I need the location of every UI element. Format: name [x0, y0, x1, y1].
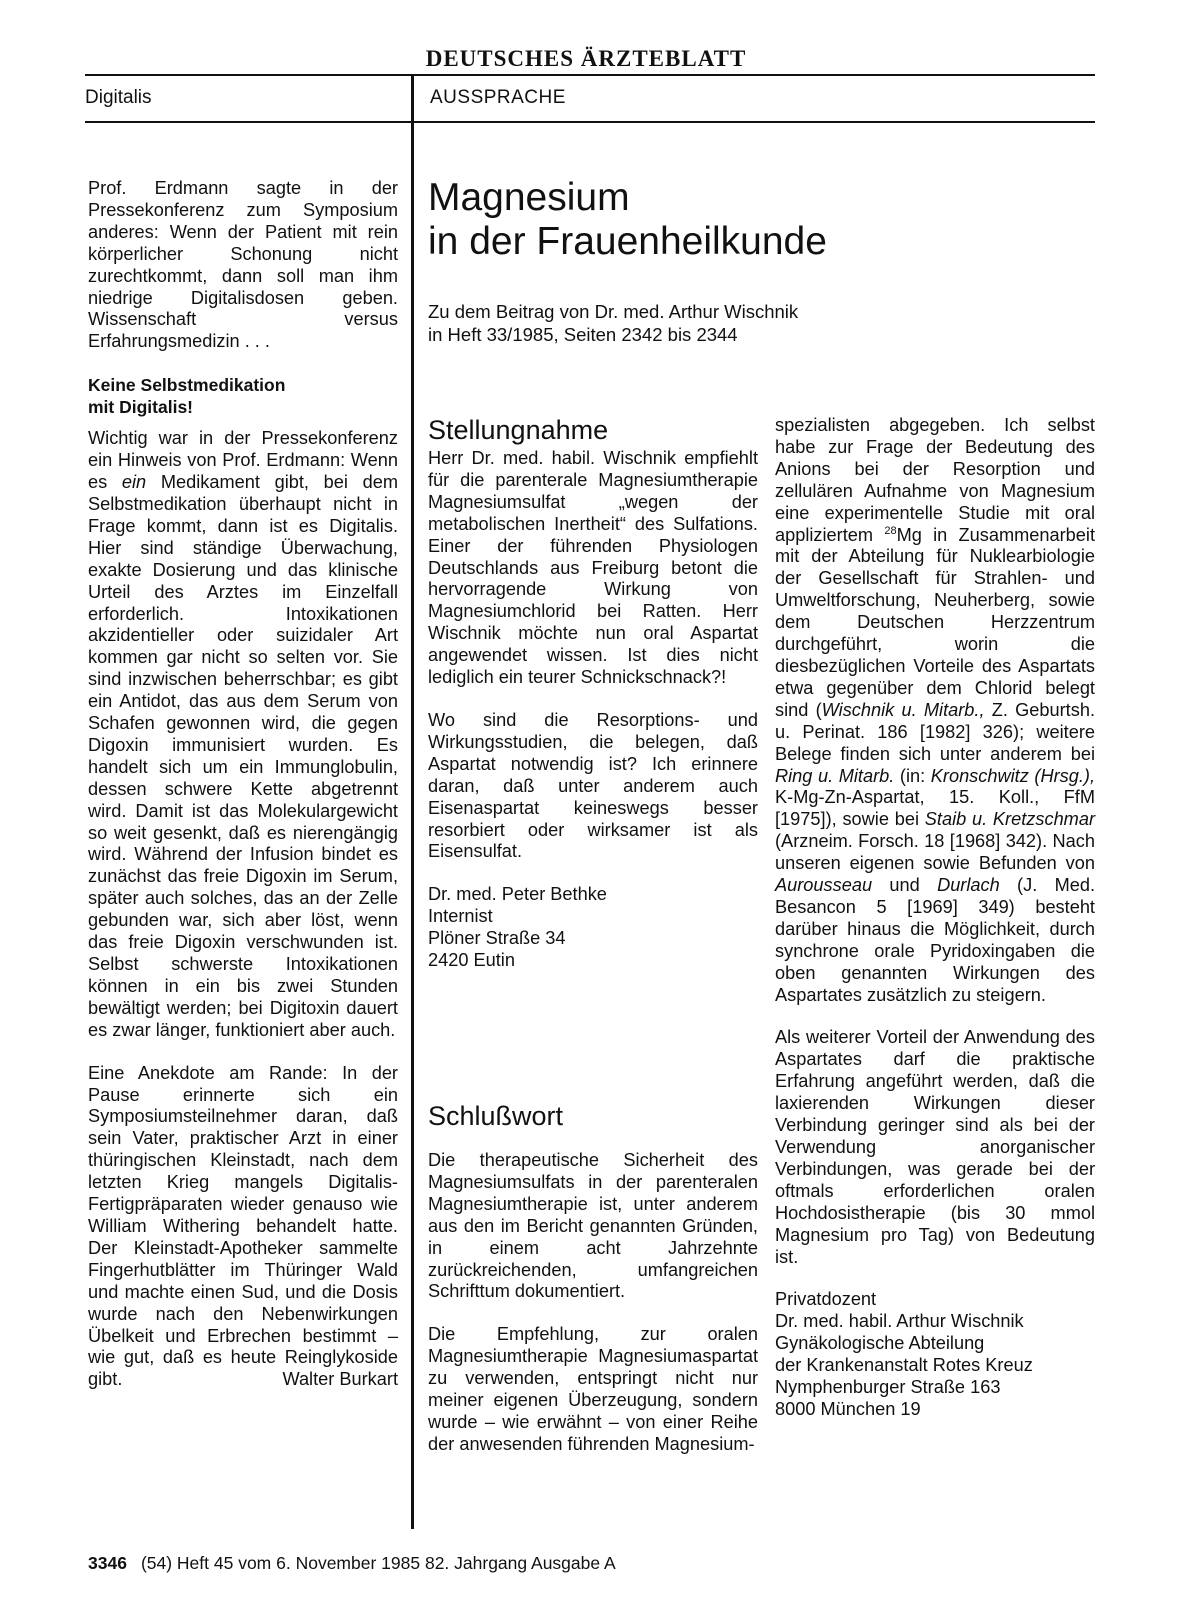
left-paragraph-3 — [88, 1063, 398, 1392]
right-paragraph-2: Als weiterer Vorteil der Anwendung des Aspartates darf die praktische Erfahrung angeführt werden, daß die laxierenden Wirkungen dieser Verbindung geringer sind als bei der Verwendung anorganischer Verbindungen, was gerade bei der oftmals erforderlichen oralen Hochdosistherapie (bis 30 mmol Magnesium pro Tag) von Bedeutung ist. — [775, 1027, 1095, 1267]
sig-line: Plöner Straße 34 — [428, 928, 566, 949]
citation-author: Aurousseau — [775, 875, 873, 896]
subheading-line-1: Keine Selbstmedikation — [88, 375, 286, 396]
wischnik-signature — [775, 1289, 1095, 1420]
sig-line: Gynäkologische Abteilung — [775, 1333, 985, 1354]
sig-line: Dr. med. habil. Arthur Wischnik — [775, 1311, 1024, 1332]
citation-author: Wischnik u. Mitarb., — [821, 699, 985, 720]
citation-author: Kronschwitz (Hrsg.), — [930, 765, 1096, 786]
isotope-superscript: 28 — [884, 524, 897, 537]
text-run: Wichtig war in der Pressekonferenz ein Hinweis von Prof. Erdmann: Wenn es — [88, 428, 398, 493]
title-line-1: Magnesium — [428, 176, 630, 219]
right-paragraph-1 — [775, 415, 1095, 1006]
sig-line: Nymphenburger Straße 163 — [775, 1377, 1001, 1398]
sig-line: Privatdozent — [775, 1289, 877, 1310]
author-name: Walter Burkart — [282, 1369, 398, 1390]
column-divider — [411, 74, 414, 1529]
sig-line: 8000 München 19 — [775, 1398, 921, 1419]
schlusswort-paragraph-1: Die therapeutische Sicherheit des Magnesiumsulfats in der parenteralen Magnesiumtherapie ist, unter anderem aus den im Bericht genannten Gründen, in einem acht Jahrzehnte zurückreichenden, umfangreichen Schrifttum dokumentiert. — [428, 1150, 758, 1302]
text-run: K-Mg-Zn-Aspartat, 15. Koll., FfM [1975]), sowie bei — [775, 787, 1095, 830]
stellungnahme-paragraph-2: Wo sind die Resorptions- und Wirkungsstudien, die belegen, daß Aspartat notwendig ist? Ich erinnere daran, daß unter anderem auch Eisenaspartat keineswegs besser resorbiert oder wirksamer ist als Eisensulfat. — [428, 709, 758, 862]
citation-author: Ring u. Mitarb. — [775, 765, 895, 786]
schlusswort-paragraph-2: Die Empfehlung, zur oralen Magnesiumtherapie Magnesiumaspartat zu verwenden, entspringt nicht nur meiner eigenen Überzeugung, sondern wurde – wie erwähnt – von einer Reihe der anwesenden führenden Magnesium- — [428, 1324, 758, 1454]
sig-line: Internist — [428, 906, 493, 927]
intro-line-1: Zu dem Beitrag von Dr. med. Arthur Wischnik — [428, 301, 799, 322]
section-rule — [85, 121, 1095, 123]
heading-schlusswort: Schlußwort — [428, 1101, 564, 1131]
issue-info: (54) Heft 45 vom 6. November 1985 82. Jahrgang Ausgabe A — [140, 1553, 616, 1573]
title-line-2: in der Frauenheilkunde — [428, 220, 827, 263]
text-run: Z. Geburtsh. u. Perinat. 186 [1982] 326); weitere Belege finden sich unter anderem bei — [775, 699, 1095, 764]
left-paragraph-2 — [88, 428, 398, 1041]
text-run: Eine Anekdote am Rande: In der Pause erinnerte sich ein Symposiumsteilnehmer daran, daß sein Vater, praktischer Arzt in einer thüringischen Kleinstadt, nach dem letzten Krieg mangels Digitalis-Fertigpräparaten wieder genauso wie William Withering behandelt hatte. Der Kleinstadt-Apotheker sammelte Fingerhutblätter im Thüringer Wald und machte einen Sud, und die Dosis wurde nach den Nebenwirkungen Übelkeit und Erbrechen bestimmt – wie gut, daß es heute Reinglykoside gibt. — [88, 1062, 398, 1390]
text-run: (J. Med. Besancon 5 [1969] 349) besteht darüber hinaus die Möglichkeit, durch synchrone orale Pyridoxingaben die oben genannten Wirkungen des Aspartates zusätzlich zu steigern. — [775, 875, 1096, 1005]
citation-author: Durlach — [937, 875, 1000, 896]
article-title — [428, 176, 1088, 264]
stellungnahme-column — [428, 448, 758, 993]
left-column — [88, 178, 398, 1391]
text-run: und — [872, 875, 938, 896]
schlusswort-column — [428, 1150, 758, 1477]
text-run: (Arzneim. Forsch. 18 [1968] 342). Nach unseren eigenen sowie Befunden von — [775, 831, 1095, 874]
section-label-right: AUSSPRACHE — [430, 87, 566, 108]
header-rule — [85, 74, 1095, 76]
sig-line: der Krankenanstalt Rotes Kreuz — [775, 1355, 1033, 1376]
subheading-line-2: mit Digitalis! — [88, 397, 194, 418]
left-paragraph-1: Prof. Erdmann sagte in der Pressekonferenz zum Symposium anderes: Wenn der Patient mit rein körperlicher Schonung nicht zurechtkommt, dann soll man ihm niedrige Digitalisdosen geben. Wissenschaft versus Erfahrungsmedizin . . . — [88, 178, 398, 352]
text-run: Mg in Zusammenarbeit mit der Abteilung für Nuklearbiologie der Gesellschaft für Strahlen- und Umweltforschung, Neuherberg, sowie dem Deutschen Herzzentrum durchgeführt, worin die diesbezüglichen Vorteile des Aspartats etwa gegenüber dem Chlorid belegt sind ( — [775, 524, 1095, 720]
sig-line: 2420 Eutin — [428, 950, 515, 971]
text-run: (in: — [894, 765, 931, 786]
emphasis: ein — [121, 472, 147, 493]
masthead: DEUTSCHES ÄRZTEBLATT — [425, 46, 747, 71]
intro-line-2: in Heft 33/1985, Seiten 2342 bis 2344 — [428, 324, 738, 345]
page-number: 3346 — [88, 1553, 127, 1573]
right-column — [775, 415, 1095, 1442]
heading-stellungnahme: Stellungnahme — [428, 415, 609, 445]
stellungnahme-signature — [428, 884, 758, 972]
text-run: Medikament gibt, bei dem Selbstmedikation überhaupt nicht in Frage kommt, dann ist es Digitalis. Hier sind ständige Überwachung, exakte Dosierung und das klinische Urteil des Arztes im Einzelfall erforderlich. Intoxikationen akzidentieller oder suizidaler Art kommen gar nicht so selten vor. Sie sind inzwischen beherrschbar; es gibt ein Antidot, das aus dem Serum von Schafen gewonnen wird, die gegen Digoxin immunisiert wurden. Es handelt sich um ein Immunglobulin, dessen schwere Kette abgetrennt wird. Damit ist das Molekulargewicht so weit gesenkt, daß es nierengängig wird. Während der Infusion bindet es zunächst das freie Digoxin im Serum, später auch solches, das an der Zelle gebunden war, sich aber löst, wenn das freie Digoxin verschwunden ist. Selbst schwerste Intoxikationen können in ein bis zwei Stunden bewältigt werden; bei Digitoxin dauert es zwar länger, funktioniert aber auch. — [88, 472, 398, 1040]
text-run: spezialisten abgegeben. Ich selbst habe zur Frage der Bedeutung des Anions bei der Resorption und zellulären Aufnahme von Magnesium eine experimentelle Studie mit oral appliziertem — [775, 415, 1095, 545]
page-footer — [88, 1553, 616, 1574]
article-intro — [428, 300, 1088, 346]
left-subheading — [88, 374, 398, 418]
citation-author: Staib u. Kretzschmar — [924, 809, 1095, 830]
sig-line: Dr. med. Peter Bethke — [428, 884, 607, 905]
section-label-left: Digitalis — [85, 87, 152, 108]
stellungnahme-paragraph-1: Herr Dr. med. habil. Wischnik empfiehlt für die parenterale Magnesiumtherapie Magnesiumsulfat „wegen der metabolischen Inertheit“ des Sulfations. Einer der führenden Physiologen Deutschlands aus Freiburg betont die hervorragende Wirkung von Magnesiumchlorid bei Ratten. Herr Wischnik möchte nun oral Aspartat angewendet wissen. Ist dies nicht lediglich ein teurer Schnickschnack?! — [428, 448, 758, 688]
